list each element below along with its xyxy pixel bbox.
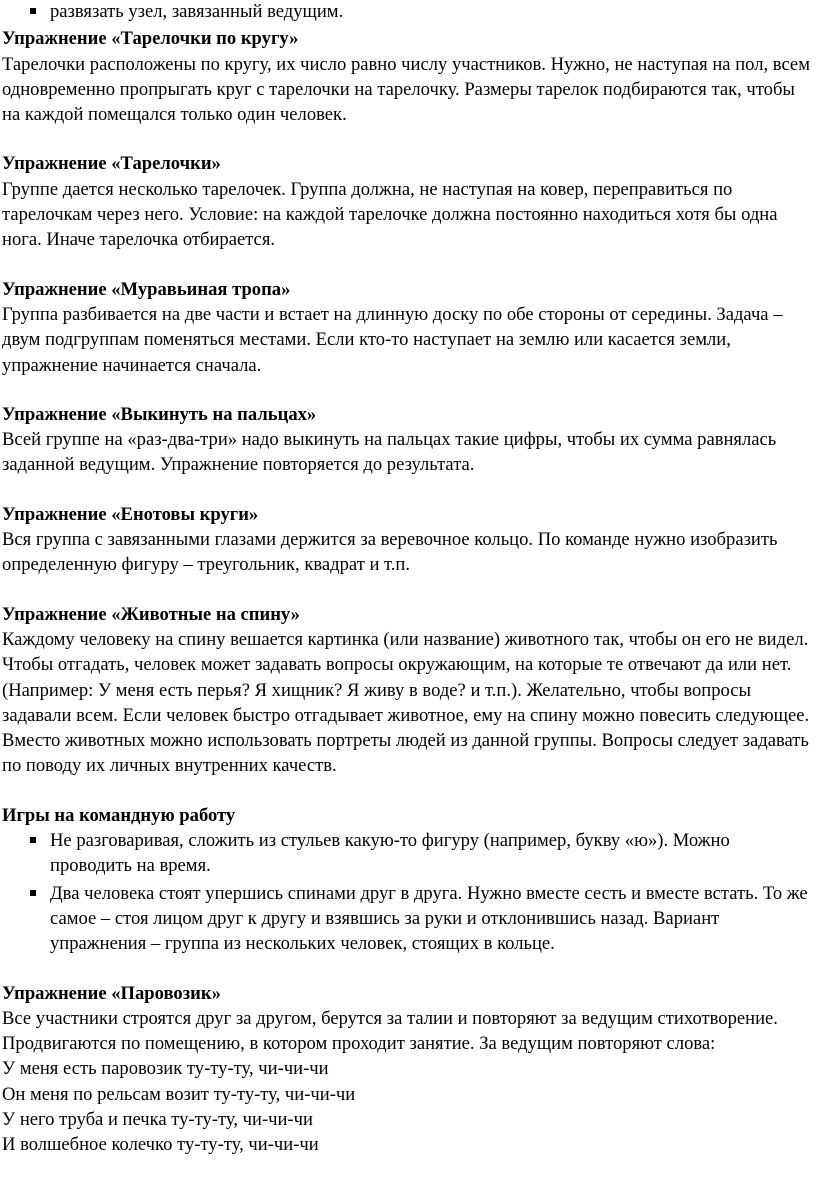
poem-line: И волшебное колечко ту-ту-ту, чи-чи-чи bbox=[2, 1134, 319, 1156]
bullet-icon bbox=[30, 8, 36, 14]
poem-line: У него труба и печка ту-ту-ту, чи-чи-чи bbox=[2, 1108, 313, 1130]
section-text: Вся группа с завязанными глазами держится за веревочное кольцо. По команде нужно изобразить определенную фигуру – треугольник, квадрат и т.п. bbox=[2, 529, 778, 576]
bullet-icon bbox=[30, 890, 36, 896]
section-text: Тарелочки расположены по кругу, их число равно числу участников. Нужно, не наступая на пол, всем одновременно пропрыгать круг с тарелочки на тарелочку. Размеры тарелок подбираются так, чтобы на каждой помещался только один человек. bbox=[2, 53, 810, 126]
section-title: Упражнение «Муравьиная тропа» bbox=[2, 278, 291, 300]
section-parovozik bbox=[2, 981, 812, 1158]
section-title: Упражнение «Енотовы круги» bbox=[2, 503, 259, 525]
list-item bbox=[50, 828, 812, 879]
section-title: Игры на командную работу bbox=[2, 804, 236, 826]
poem-line: Он меня по рельсам возит ту-ту-ту, чи-чи-чи bbox=[2, 1083, 356, 1105]
list-item bbox=[50, 881, 812, 957]
section-team-games bbox=[2, 803, 812, 957]
top-item-text: развязать узел, завязанный ведущим. bbox=[50, 1, 344, 22]
list-item-text: Не разговаривая, сложить из стульев какую-то фигуру (например, букву «ю»). Можно проводить на время. bbox=[50, 830, 730, 877]
document-page bbox=[2, 0, 812, 1182]
bullet-icon bbox=[30, 837, 36, 843]
section-text: Все участники строятся друг за другом, берутся за талии и повторяют за ведущим стихотворение. Продвигаются по помещению, в котором проходит занятие. За ведущим повторяют слова: bbox=[2, 1007, 778, 1055]
section-title: Упражнение «Выкинуть на пальцах» bbox=[2, 403, 317, 425]
section-plates bbox=[2, 151, 812, 252]
section-plates-circle bbox=[2, 26, 812, 127]
list-item-text: Два человека стоят упершись спинами друг в друга. Нужно вместе сесть и вместе встать. То же самое – стоя лицом друг к другу и взявшись за руки и отклонившись назад. Вариант упражнения – группа из нескольких человек, стоящих в кольце. bbox=[50, 882, 808, 955]
section-title: Упражнение «Тарелочки» bbox=[2, 153, 221, 175]
list-item bbox=[50, 0, 812, 24]
section-title: Упражнение «Паровозик» bbox=[2, 982, 221, 1004]
section-title: Упражнение «Животные на спину» bbox=[2, 603, 300, 625]
section-ant-path bbox=[2, 277, 812, 378]
section-text: Группа разбивается на две части и встает на длинную доску по обе стороны от середины. Задача – двум подгруппам поменяться местами. Если кто-то наступает на землю или касается земли, упражнение начинается сначала. bbox=[2, 303, 783, 376]
section-animals-back bbox=[2, 602, 812, 779]
section-title: Упражнение «Тарелочки по кругу» bbox=[2, 28, 299, 50]
section-fingers bbox=[2, 402, 812, 478]
team-games-list bbox=[2, 828, 812, 956]
section-raccoon-circles bbox=[2, 502, 812, 578]
poem-line: У меня есть паровозик ту-ту-ту, чи-чи-чи bbox=[2, 1058, 329, 1080]
section-text: Всей группе на «раз-два-три» надо выкинуть на пальцах такие цифры, чтобы их сумма равнялась заданной ведущим. Упражнение повторяется до результата. bbox=[2, 429, 777, 476]
section-text: Каждому человеку на спину вешается картинка (или название) животного так, чтобы он его не видел. Чтобы отгадать, человек может задавать вопросы окружающим, на которые те отвечают да или нет. (Например: У меня есть перья? Я хищник? Я живу в воде? и т.п.). Желательно, чтобы вопросы задавали всем. Если человек быстро отгадывает животное, ему на спину можно повесить следующее. Вместо животных можно использовать портреты людей из данной группы. Вопросы следует задавать по поводу их личных внутренних качеств. bbox=[2, 628, 810, 777]
top-bullet-list bbox=[2, 0, 812, 24]
section-text: Группе дается несколько тарелочек. Группа должна, не наступая на ковер, переправиться по тарелочкам через него. Условие: на каждой тарелочке должна постоянно находиться хотя бы одна нога. Иначе тарелочка отбирается. bbox=[2, 178, 778, 251]
